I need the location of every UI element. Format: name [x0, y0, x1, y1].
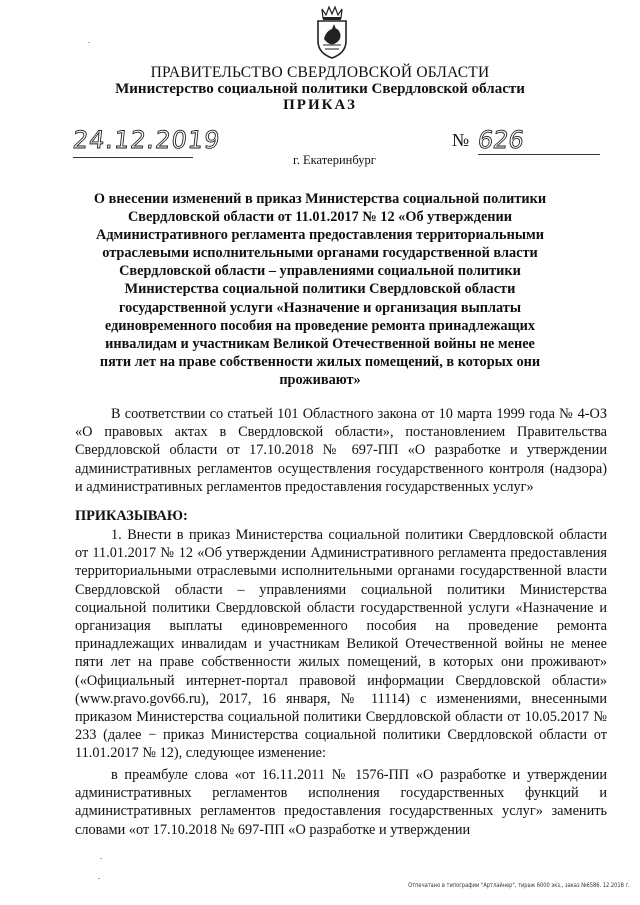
date-underline — [73, 157, 193, 158]
document-title: О внесении изменений в приказ Министерства социальной политики Свердловской области от 11.01.2017 № 12 «Об утверждении Административного регламента предоставления территориальными отраслевыми исполнительными органами государственной власти Свердловской области – управлениями социальной политики Министерства социальной политики Свердловской области государственной услуги «Назначение и организация выплаты единовременного пособия на проведение ремонта принадлежащих инвалидам и участникам Великой Отечественной войны не менее пяти лет на праве собственности жилых помещений, в которых они проживают» — [93, 191, 547, 388]
handwritten-date: 24.12.2019 — [71, 126, 222, 154]
number-underline — [478, 154, 600, 155]
government-heading: ПРАВИТЕЛЬСТВО СВЕРДЛОВСКОЙ ОБЛАСТИ — [150, 64, 490, 81]
scan-speck — [98, 878, 100, 879]
clause-1-paragraph: 1. Внести в приказ Министерства социальной политики Свердловской области от 11.01.2017 № 12 «Об утверждении Административного регламента предоставления территориальными отраслевыми исполнительными органами государственной власти Свердловской области – управлениями социальной политики Министерства социальной политики Свердловской области государственной услуги «Назначение и организация выплаты единовременного пособия на проведение ремонта принадлежащих инвалидам и участникам Великой Отечественной войны не менее пяти лет на праве собственности жилых помещений, в которых они проживают» («Официальный интернет-портал правовой информации Свердловской области» (www.pravo.gov66.ru), 2017, 16 января, № 11114) с изменениями, внесенными приказом Министерства социальной политики Свердловской области от 10.05.2017 № 233 (далее − приказ Министерства социальной политики Свердловской области от 11.01.2017 № 12), следующее изменение: — [75, 527, 607, 762]
coat-of-arms-icon — [312, 5, 352, 59]
clause-1-change-paragraph: в преамбуле слова «от 16.11.2011 № 1576-ПП «О разработке и утверждении административных регламентов исполнения государственных функций и административных регламентов предоставления государственных услуг» заменить словами «от 17.10.2018 № 697-ПП «О разработке и утверждении — [75, 767, 607, 838]
print-footer: Отпечатано в типографии "Артлайнер", тираж 6000 экз., заказ №6586. 12.2018 г. — [408, 882, 630, 889]
ministry-heading: Министерство социальной политики Свердловской области — [115, 81, 525, 97]
order-word: ПРИКАЗЫВАЮ: — [75, 508, 188, 524]
document-type: ПРИКАЗ — [283, 97, 357, 113]
scan-speck — [100, 858, 102, 859]
handwritten-number: 626 — [476, 126, 526, 154]
number-sign: № — [452, 130, 470, 150]
preamble-paragraph: В соответствии со статьей 101 Областного закона от 10 марта 1999 года № 4-ОЗ «О правовых актах в Свердловской области», постановлением Правительства Свердловской области от 17.10.2018 № 697-ПП «О разработке и утверждении административных регламентов осуществления государственного контроля (надзора) и административных регламентов предоставления государственных услуг» — [75, 406, 607, 495]
city-label: г. Екатеринбург — [293, 153, 376, 167]
scan-speck — [88, 42, 90, 43]
